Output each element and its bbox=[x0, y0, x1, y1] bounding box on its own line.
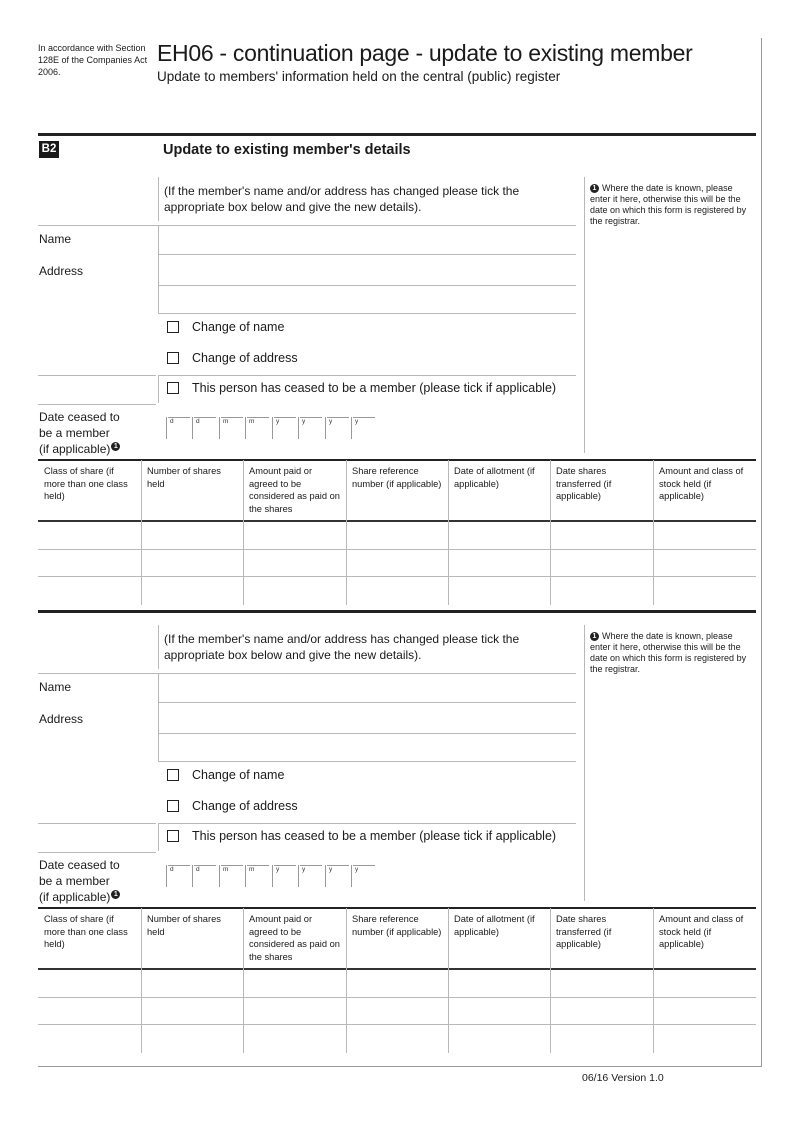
date-note-text: Where the date is known, please enter it here, otherwise this will be the date on which this form is registered by the registrar. bbox=[590, 183, 747, 226]
frame-bottom-border bbox=[38, 1066, 762, 1067]
share-table-cell[interactable] bbox=[449, 577, 549, 603]
share-table-cell[interactable] bbox=[142, 522, 242, 548]
name-field[interactable] bbox=[159, 226, 575, 254]
section-badge: B2 bbox=[39, 141, 59, 158]
share-table-cell[interactable] bbox=[244, 998, 345, 1024]
date-cell-top-rule bbox=[274, 417, 296, 418]
date-cell-top-rule bbox=[221, 417, 243, 418]
date-digit-placeholder: y bbox=[276, 866, 280, 873]
ceased-member-label: This person has ceased to be a member (please tick if applicable) bbox=[192, 381, 557, 395]
share-table-cell[interactable] bbox=[449, 970, 549, 996]
share-table-cell[interactable] bbox=[551, 550, 652, 576]
share-table-cell[interactable] bbox=[142, 970, 242, 996]
date-cell-top-rule bbox=[168, 865, 190, 866]
share-table-header: Amount paid or agreed to be considered as paid on the shares bbox=[249, 914, 340, 962]
share-table-header: Date shares transferred (if applicable) bbox=[556, 914, 612, 949]
date-digit-cell[interactable] bbox=[166, 865, 174, 887]
share-table-cell[interactable] bbox=[244, 577, 345, 603]
share-table-cell[interactable] bbox=[39, 970, 140, 996]
share-table-header: Date shares transferred (if applicable) bbox=[556, 466, 612, 501]
date-ceased-input[interactable] bbox=[166, 865, 376, 889]
date-digit-placeholder: y bbox=[276, 418, 280, 425]
share-table-cell[interactable] bbox=[347, 577, 447, 603]
change-of-address-label: Change of address bbox=[192, 351, 298, 365]
date-digit-placeholder: d bbox=[196, 418, 200, 425]
share-table-cell[interactable] bbox=[39, 577, 140, 603]
ceased-member-label: This person has ceased to be a member (please tick if applicable) bbox=[192, 829, 557, 843]
date-note bbox=[590, 631, 750, 675]
date-note bbox=[590, 183, 750, 227]
date-digit-cell[interactable] bbox=[325, 865, 333, 887]
date-cell-top-rule bbox=[300, 865, 322, 866]
date-ceased-label: Date ceased to be a member (if applicable) 1 bbox=[39, 858, 120, 904]
date-cell-top-rule bbox=[327, 417, 349, 418]
change-of-name-option[interactable] bbox=[167, 320, 284, 334]
section-title: Update to existing member's details bbox=[163, 142, 411, 158]
date-digit-placeholder: m bbox=[223, 866, 229, 873]
share-table-header: Amount paid or agreed to be considered as paid on the shares bbox=[249, 466, 340, 514]
date-digit-placeholder: y bbox=[355, 418, 359, 425]
date-digit-placeholder: y bbox=[329, 418, 333, 425]
address-label: Address bbox=[39, 264, 84, 278]
share-table-header: Share reference number (if applicable) bbox=[352, 466, 442, 489]
date-cell-top-rule bbox=[168, 417, 190, 418]
share-table-header: Class of share (if more than one class held) bbox=[44, 914, 128, 949]
date-cell-top-rule bbox=[300, 417, 322, 418]
date-cell-top-rule bbox=[194, 417, 216, 418]
member-block-2 bbox=[0, 625, 800, 1065]
member-block-1 bbox=[0, 177, 800, 617]
share-table-cell[interactable] bbox=[142, 577, 242, 603]
share-table-cell[interactable] bbox=[551, 577, 652, 603]
ceased-member-option[interactable] bbox=[167, 829, 556, 843]
share-table-cell[interactable] bbox=[347, 970, 447, 996]
note-marker-icon: 1 bbox=[590, 184, 599, 193]
date-digit-cell[interactable] bbox=[272, 417, 280, 439]
date-digit-cell[interactable] bbox=[219, 865, 229, 887]
note-marker-icon: 1 bbox=[590, 632, 599, 641]
date-note-text: Where the date is known, please enter it here, otherwise this will be the date on which this form is registered by the registrar. bbox=[590, 631, 747, 674]
date-digit-cell[interactable] bbox=[325, 417, 333, 439]
ceased-member-checkbox[interactable] bbox=[167, 382, 179, 394]
date-cell-top-rule bbox=[247, 417, 269, 418]
share-table-cell[interactable] bbox=[244, 1025, 345, 1051]
share-table-header: Share reference number (if applicable) bbox=[352, 914, 442, 937]
date-digit-placeholder: y bbox=[302, 418, 306, 425]
legal-reference: In accordance with Section 128E of the Companies Act 2006. bbox=[38, 43, 148, 77]
share-table-cell[interactable] bbox=[347, 1025, 447, 1051]
form-title: EH06 - continuation page - update to existing member bbox=[157, 40, 693, 66]
share-table-cell[interactable] bbox=[39, 522, 140, 548]
share-table-cell[interactable] bbox=[347, 998, 447, 1024]
change-of-name-label: Change of name bbox=[192, 768, 285, 782]
date-digit-placeholder: y bbox=[355, 866, 359, 873]
change-of-name-checkbox[interactable] bbox=[167, 769, 179, 781]
member-instruction: (If the member's name and/or address has changed please tick the appropriate box below and give the new details). bbox=[164, 632, 520, 662]
section-divider bbox=[38, 610, 756, 613]
share-table-cell[interactable] bbox=[551, 1025, 652, 1051]
share-table-cell[interactable] bbox=[142, 998, 242, 1024]
form-version: 06/16 Version 1.0 bbox=[582, 1072, 664, 1084]
date-ceased-input[interactable] bbox=[166, 417, 376, 441]
ceased-member-option[interactable] bbox=[167, 381, 556, 395]
share-table-cell[interactable] bbox=[347, 522, 447, 548]
share-table-cell[interactable] bbox=[449, 998, 549, 1024]
share-table-cell[interactable] bbox=[244, 970, 345, 996]
date-digit-cell[interactable] bbox=[166, 417, 174, 439]
date-digit-placeholder: m bbox=[249, 418, 255, 425]
share-table-cell[interactable] bbox=[244, 550, 345, 576]
date-digit-placeholder: m bbox=[223, 418, 229, 425]
share-table-header: Number of shares held bbox=[147, 466, 221, 489]
note-marker-icon: 1 bbox=[111, 442, 120, 451]
date-digit-cell[interactable] bbox=[298, 865, 306, 887]
date-digit-placeholder: y bbox=[329, 866, 333, 873]
share-table-header: Class of share (if more than one class held) bbox=[44, 466, 128, 501]
change-of-address-checkbox[interactable] bbox=[167, 800, 179, 812]
date-cell-top-rule bbox=[353, 417, 375, 418]
date-digit-cell[interactable] bbox=[192, 417, 200, 439]
address-field-line-1[interactable] bbox=[159, 703, 575, 732]
date-cell-top-rule bbox=[221, 865, 243, 866]
share-table-cell[interactable] bbox=[551, 522, 652, 548]
date-digit-placeholder: m bbox=[249, 866, 255, 873]
share-table-cell[interactable] bbox=[551, 998, 652, 1024]
address-field-line-1[interactable] bbox=[159, 255, 575, 284]
share-table-header: Date of allotment (if applicable) bbox=[454, 466, 535, 489]
date-digit-cell[interactable] bbox=[245, 417, 255, 439]
change-of-name-label: Change of name bbox=[192, 320, 285, 334]
change-of-name-checkbox[interactable] bbox=[167, 321, 179, 333]
ceased-member-checkbox[interactable] bbox=[167, 830, 179, 842]
change-of-address-checkbox[interactable] bbox=[167, 352, 179, 364]
share-table-cell[interactable] bbox=[654, 550, 755, 576]
member-instruction: (If the member's name and/or address has changed please tick the appropriate box below and give the new details). bbox=[164, 184, 520, 214]
share-table-cell[interactable] bbox=[449, 1025, 549, 1051]
note-marker-icon: 1 bbox=[111, 890, 120, 899]
address-label: Address bbox=[39, 712, 84, 726]
date-cell-top-rule bbox=[194, 865, 216, 866]
address-field-line-2[interactable] bbox=[159, 286, 575, 313]
share-table-cell[interactable] bbox=[449, 522, 549, 548]
share-table-cell[interactable] bbox=[142, 1025, 242, 1051]
share-table-header: Amount and class of stock held (if applicable) bbox=[659, 914, 744, 949]
date-digit-cell[interactable] bbox=[192, 865, 200, 887]
date-digit-placeholder: d bbox=[196, 866, 200, 873]
share-table-cell[interactable] bbox=[449, 550, 549, 576]
date-cell-top-rule bbox=[327, 865, 349, 866]
share-table-header: Date of allotment (if applicable) bbox=[454, 914, 535, 937]
share-table-cell[interactable] bbox=[654, 522, 755, 548]
date-cell-top-rule bbox=[274, 865, 296, 866]
name-label: Name bbox=[39, 232, 72, 246]
date-cell-top-rule bbox=[353, 865, 375, 866]
date-digit-placeholder: d bbox=[170, 418, 174, 425]
date-digit-cell[interactable] bbox=[245, 865, 255, 887]
address-field-line-2[interactable] bbox=[159, 734, 575, 761]
date-digit-cell[interactable] bbox=[298, 417, 306, 439]
share-table-cell[interactable] bbox=[654, 970, 755, 996]
date-cell-top-rule bbox=[247, 865, 269, 866]
share-table-cell[interactable] bbox=[551, 970, 652, 996]
share-table-cell[interactable] bbox=[244, 522, 345, 548]
date-digit-cell[interactable] bbox=[351, 865, 359, 887]
share-table-cell[interactable] bbox=[39, 550, 140, 576]
date-digit-placeholder: y bbox=[302, 866, 306, 873]
share-table-cell[interactable] bbox=[654, 998, 755, 1024]
date-digit-placeholder: d bbox=[170, 866, 174, 873]
share-table-cell[interactable] bbox=[654, 1025, 755, 1051]
date-digit-cell[interactable] bbox=[219, 417, 229, 439]
date-ceased-label: Date ceased to be a member (if applicable) 1 bbox=[39, 410, 120, 456]
share-table-cell[interactable] bbox=[347, 550, 447, 576]
change-of-name-option[interactable] bbox=[167, 768, 284, 782]
share-table-header: Amount and class of stock held (if applicable) bbox=[659, 466, 744, 501]
share-table-cell[interactable] bbox=[654, 577, 755, 603]
date-digit-cell[interactable] bbox=[272, 865, 280, 887]
section-divider bbox=[38, 133, 756, 136]
change-of-address-option[interactable] bbox=[167, 351, 298, 365]
name-label: Name bbox=[39, 680, 72, 694]
share-table-cell[interactable] bbox=[39, 1025, 140, 1051]
date-digit-cell[interactable] bbox=[351, 417, 359, 439]
change-of-address-option[interactable] bbox=[167, 799, 298, 813]
share-table-header: Number of shares held bbox=[147, 914, 221, 937]
change-of-address-label: Change of address bbox=[192, 799, 298, 813]
share-table-cell[interactable] bbox=[39, 998, 140, 1024]
name-field[interactable] bbox=[159, 674, 575, 702]
form-subtitle: Update to members' information held on the central (public) register bbox=[157, 69, 561, 84]
share-table-cell[interactable] bbox=[142, 550, 242, 576]
